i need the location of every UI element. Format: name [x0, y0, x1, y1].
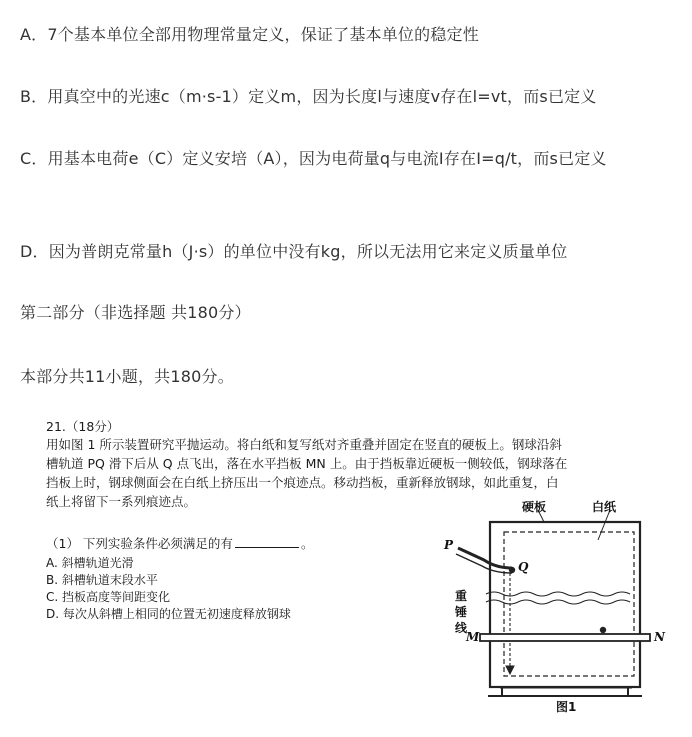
label-paper: 白纸 [592, 500, 617, 514]
hard-board-outline [490, 522, 640, 687]
part2-note: 本部分共11小题，共180分。 [20, 367, 234, 386]
question-21-sub1 [46, 535, 313, 552]
sub1-prefix: （1） 下列实验条件必须满足的有 [46, 536, 233, 551]
baffle-mn [480, 634, 650, 641]
white-paper-outline [504, 532, 634, 676]
question-21-stem-line-3: 挡板上时，钢球侧面会在白纸上挤压出一个痕迹点。移动挡板，重新释放钢球，如此重复，白 [46, 475, 559, 490]
plumb-bob [506, 666, 514, 674]
question-21-number: 21.（18分） [46, 419, 120, 434]
option-b: B．用真空中的光速c（m·s-1）定义m，因为长度l与速度v存在l=vt，而s已定义 [20, 87, 597, 106]
choice-a: A. 斜槽轨道光滑 [46, 556, 134, 570]
figure-1-apparatus [440, 498, 680, 723]
answer-blank [235, 535, 299, 548]
choice-b: B. 斜槽轨道末段水平 [46, 573, 158, 587]
label-m: M [466, 630, 480, 644]
option-a: A．7个基本单位全部用物理常量定义，保证了基本单位的稳定性 [20, 25, 479, 44]
choice-d: D. 每次从斜槽上相同的位置无初速度释放钢球 [46, 607, 291, 621]
label-q: Q [518, 560, 529, 574]
option-d: D．因为普朗克常量h（J·s）的单位中没有kg，所以无法用它来定义质量单位 [20, 242, 568, 261]
label-p: P [444, 538, 454, 552]
break-line-upper [486, 592, 630, 596]
apparatus-drawing [440, 498, 680, 723]
label-n: N [654, 630, 665, 644]
break-line-lower [486, 600, 630, 604]
question-21-stem-line-2: 槽轨道 PQ 滑下后从 Q 点飞出，落在水平挡板 MN 上。由于挡板靠近硬板一侧较低，钢球落在 [46, 456, 568, 471]
question-21-stem-line-1: 用如图 1 所示装置研究平抛运动。将白纸和复写纸对齐重叠并固定在竖直的硬板上。钢球沿斜 [46, 437, 562, 452]
label-plumb-line: 重锤线 [454, 589, 467, 635]
part2-heading: 第二部分（非选择题 共180分） [20, 303, 251, 322]
choice-c: C. 挡板高度等间距变化 [46, 590, 171, 604]
label-board: 硬板 [522, 500, 547, 514]
figure-caption: 图1 [556, 700, 577, 714]
option-c: C．用基本电荷e（C）定义安培（A），因为电荷量q与电流I存在I=q/t，而s已定义 [20, 149, 607, 168]
ball-at-q [509, 567, 515, 573]
sub1-suffix: 。 [300, 536, 314, 551]
question-21-stem-line-4: 纸上将留下一系列痕迹点。 [46, 494, 197, 509]
ball-on-baffle [600, 627, 606, 633]
